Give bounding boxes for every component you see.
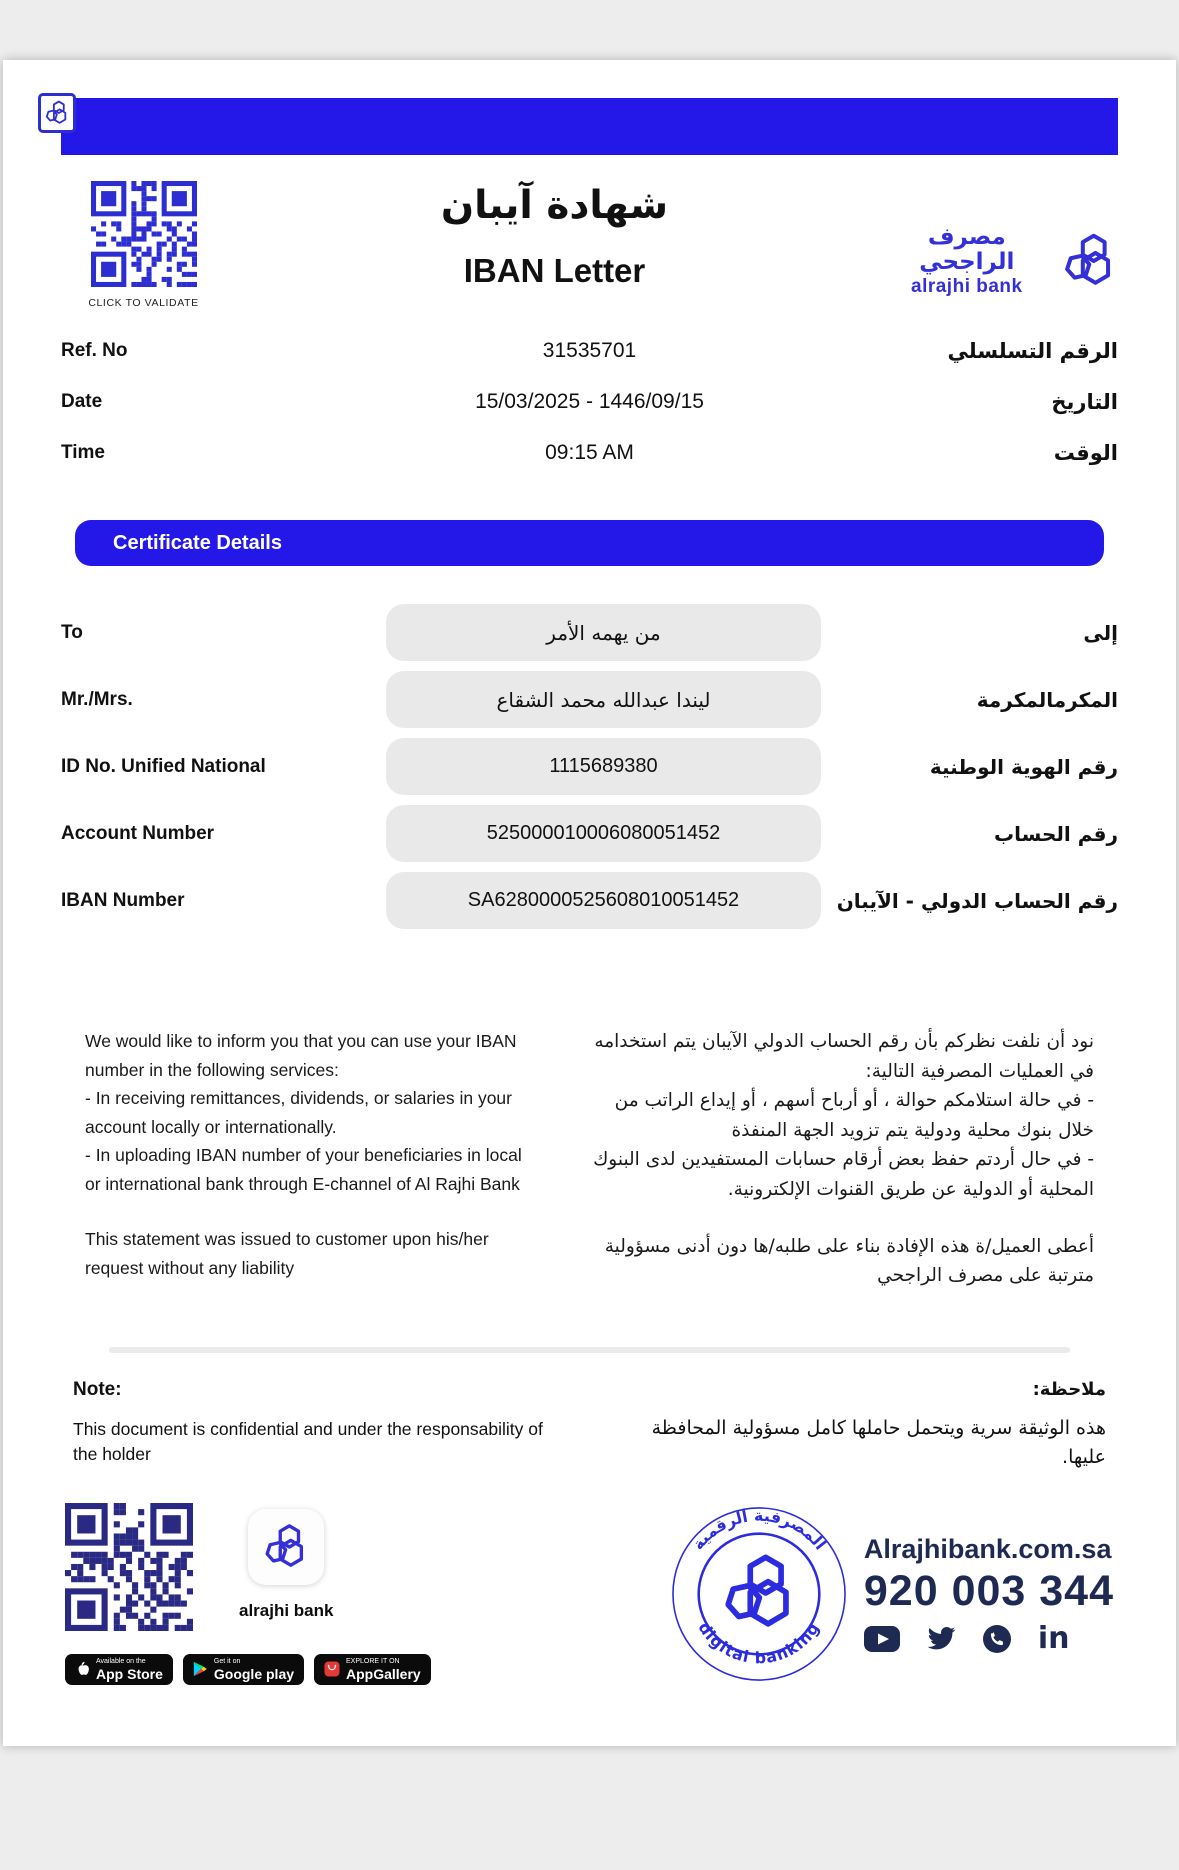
document-page [3,60,1176,1746]
account-label-en: Account Number [61,822,215,844]
app-store-badge-line2: App Store [96,1665,163,1682]
time-label-ar: الوقت [1053,440,1118,465]
id-label-en: ID No. Unified National [61,755,266,777]
bank-name-english: alrajhi bank [911,275,1023,297]
google-play-badge-line2: Google play [213,1665,295,1682]
seal-text-english: digital banking [694,1618,824,1667]
app-gallery-badge-line1: EXPLORE IT ON [346,1657,400,1665]
note-arabic [646,1379,1106,1473]
certificate-fields [61,604,1118,929]
note-heading-en: Note: [73,1378,122,1400]
note-english [73,1379,543,1473]
qr-caption[interactable]: CLICK TO VALIDATE [88,297,199,309]
body-en-disclaimer: This statement was issued to customer upon his/her request without any liability [85,1229,489,1278]
name-label-en: Mr./Mrs. [61,688,133,710]
date-value: 15/03/2025 - 1446/09/15 [475,389,704,413]
qr-center-bank-emblem-icon [38,93,76,133]
iban-label-ar: رقم الحساب الدولي - الآيبان [836,888,1118,913]
app-gallery-badge-line2: AppGallery [346,1665,421,1682]
name-label-ar: المكرمالمكرمة [976,687,1118,712]
google-play-badge[interactable] [183,1654,304,1685]
footer-qr-code[interactable] [65,1503,193,1636]
social-icons-row [864,1620,1114,1656]
body-text-columns [61,1027,1118,1291]
twitter-icon[interactable] [926,1626,956,1652]
app-store-badge[interactable] [65,1654,173,1685]
meta-row-date [61,376,1118,427]
app-gallery-icon [324,1661,340,1677]
body-ar-bullet-2: - في حال أردتم حفظ بعض أرقام حسابات المستفيدين لدى البنوك المحلية أو الدولية عن طريق القنوات الإلكترونية. [593,1149,1094,1200]
seal-text-arabic: المصرفية الرقمية [688,1505,830,1554]
app-gallery-badge[interactable] [314,1654,431,1685]
time-value: 09:15 AM [545,440,634,464]
bank-name-arabic: مصرف الراجحي [919,224,1015,276]
meta-row-time [61,427,1118,478]
bank-emblem-icon [1061,226,1118,296]
title-block [226,181,883,290]
body-en-intro: We would like to inform you that you can use your IBAN number in the following services: [85,1031,517,1080]
field-row-name [61,671,1118,728]
body-ar-bullet-1: - في حالة استلامكم حوالة ، أو أرباح أسهم ، أو إيداع الراتب من خلال بنوك محلية ودولية يتم تزويد الجهة المنفذة [614,1090,1094,1141]
store-badges [65,1654,495,1685]
id-label-ar: رقم الهوية الوطنية [929,754,1118,779]
body-ar-intro: نود أن نلفت نظركم بأن رقم الحساب الدولي الآيبان يتم استخدامه في العمليات المصرفية التالية: [594,1031,1094,1082]
app-store-badge-line1: Available on the [96,1657,146,1665]
date-label-ar: التاريخ [1051,389,1118,414]
to-value: من يهمه الأمر [386,604,821,661]
google-play-badge-line1: Get it on [213,1657,241,1665]
field-row-iban [61,872,1118,929]
bank-logo [883,181,1118,298]
footer-contact-block [670,1503,1114,1683]
account-value: 525000010006080051452 [386,805,821,862]
bank-app-icon [248,1509,324,1585]
field-row-account [61,805,1118,862]
field-row-id [61,738,1118,795]
section-divider [109,1347,1070,1353]
google-play-icon [193,1660,208,1678]
iban-value: SA6280000525608010051452 [386,872,821,929]
ref-value: 31535701 [542,338,637,362]
iban-label-en: IBAN Number [61,889,185,911]
id-value: 1115689380 [386,738,821,795]
header-blue-bar [61,98,1118,155]
to-label-en: To [61,621,83,643]
ref-label-en: Ref. No [61,339,128,361]
field-row-to [61,604,1118,661]
apple-icon [75,1660,90,1678]
note-text-ar: هذه الوثيقة سرية ويتحمل حاملها كامل مسؤولية المحافظة عليها. [651,1416,1106,1469]
date-label-en: Date [61,390,103,412]
certificate-details-banner [75,520,1104,566]
body-en-bullet-1: - In receiving remittances, dividends, or salaries in your account locally or internationally. [85,1088,512,1137]
meta-row-ref [61,325,1118,376]
document-footer [61,1503,1118,1685]
body-en-bullet-2: - In uploading IBAN number of your beneficiaries in local or international bank through E-channel of Al Rajhi Bank [85,1145,522,1194]
validation-qr-block[interactable] [61,181,226,309]
body-text-english [85,1027,537,1291]
document-title-arabic: شهادة آيبان [440,183,669,228]
whatsapp-icon[interactable] [982,1624,1012,1654]
certificate-details-title: Certificate Details [113,531,282,554]
bank-website: Alrajhibank.com.sa [863,1533,1112,1564]
bank-phone-number: 920 003 344 [863,1566,1114,1615]
name-value: ليندا عبدالله محمد الشقاع [386,671,821,728]
document-title-english: IBAN Letter [463,252,646,289]
digital-banking-seal [670,1505,848,1683]
note-section [61,1379,1118,1473]
bank-logo-wordmark [883,225,1051,298]
account-label-ar: رقم الحساب [994,821,1118,846]
meta-section [61,325,1118,478]
to-label-ar: إلى [1083,620,1118,645]
ref-label-ar: الرقم التسلسلي [947,338,1118,363]
note-heading-ar: ملاحظة: [1032,1378,1106,1400]
document-header [61,181,1118,309]
footer-app-block [65,1503,495,1685]
body-text-arabic [581,1027,1094,1291]
body-ar-disclaimer: أعطى العميل/ة هذه الإفادة بناء على طلبه/ها دون أدنى مسؤولية مترتبة على مصرف الراجحي [604,1235,1094,1287]
note-text-en: This document is confidential and under the responsability of the holder [73,1418,543,1465]
time-label-en: Time [61,441,106,463]
youtube-icon[interactable] [864,1626,900,1652]
bank-app-name: alrajhi bank [239,1600,334,1620]
validation-qr-code[interactable] [91,181,197,287]
linkedin-icon[interactable]: in [1037,1620,1070,1656]
